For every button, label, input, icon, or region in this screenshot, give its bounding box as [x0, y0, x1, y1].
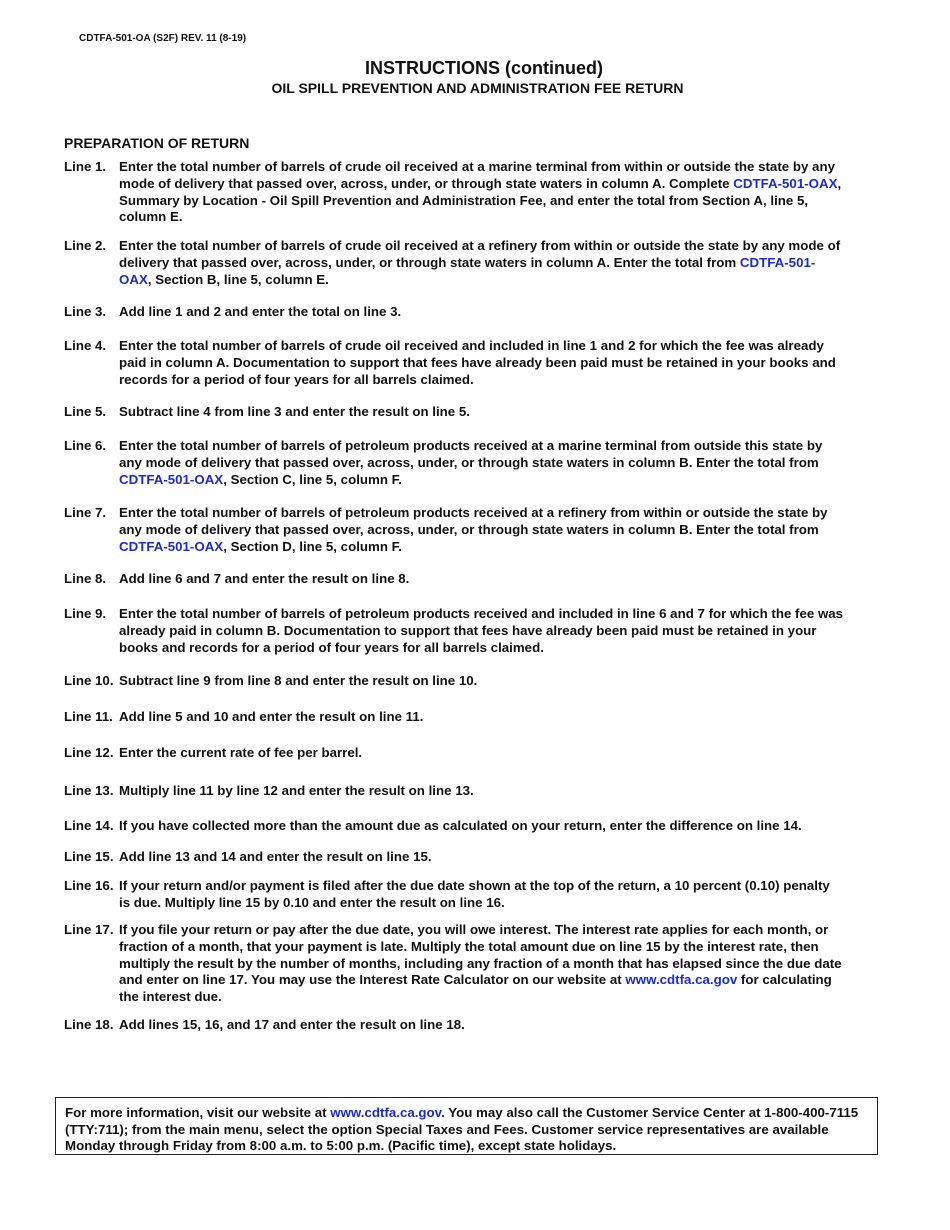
line-label: Line 2. — [64, 238, 107, 253]
line-text: Multiply line 11 by line 12 and enter the result on line 13. — [119, 783, 474, 798]
cdtfa-501-oax-link[interactable]: CDTFA-501-OAX — [119, 254, 816, 287]
line-label: Line 12. — [64, 745, 114, 760]
instruction-line-2 — [64, 238, 844, 288]
instruction-line-13 — [64, 783, 844, 800]
line-label: Line 1. — [64, 159, 107, 174]
line-text: Subtract line 9 from line 8 and enter the result on line 10. — [119, 673, 478, 688]
line-text: Enter the total number of barrels of petroleum products received and included in line 6 and 7 for which the fee was already paid in column B. Documentation to support that fees have already been paid must be retained in your books and records for a period of four years for all barrels claimed. — [119, 606, 844, 655]
line-text: Enter the total number of barrels of petroleum products received at a marine terminal from outside this state by any mode of delivery that passed over, across, under, or through state waters in column B. Enter the total from — [119, 438, 823, 470]
line-text: If you have collected more than the amount due as calculated on your return, enter the difference on line 14. — [119, 818, 802, 833]
line-label: Line 5. — [64, 404, 107, 419]
page-title: INSTRUCTIONS (continued) — [365, 58, 603, 78]
instruction-line-1 — [64, 159, 844, 226]
line-label: Line 14. — [64, 818, 114, 833]
line-text: Enter the total number of barrels of crude oil received at a marine terminal from within or outside the state by any mode of delivery that passed over, across, under, or through state waters in column A. Complete — [119, 159, 835, 191]
instruction-line-10 — [64, 673, 844, 690]
footer-text: For more information, visit our website at — [65, 1105, 331, 1120]
line-text: Add line 6 and 7 and enter the result on line 8. — [119, 571, 410, 586]
line-text: Enter the total number of barrels of petroleum products received at a refinery from within or outside the state by any mode of delivery that passed over, across, under, or through state waters in column B. Enter the total from — [119, 505, 828, 537]
instruction-line-5 — [64, 404, 844, 421]
instruction-line-8 — [64, 571, 844, 588]
line-label: Line 6. — [64, 438, 107, 453]
section-heading: PREPARATION OF RETURN — [64, 135, 250, 151]
footer-text-continued: You may also call the Customer Service Center at 1-800-400-7115 (TTY:711); from the main menu, select the option Special Taxes and Fees. Customer service representatives are available Monday through Friday from 8:00 a.m. to 5:00 p.m. (Pacific time), except state holidays. — [65, 1105, 859, 1153]
contact-info-box — [55, 1097, 878, 1155]
cdtfa-website-link[interactable]: www.cdtfa.ca.gov — [625, 972, 738, 988]
instruction-line-14 — [64, 818, 844, 835]
line-text: Subtract line 4 from line 3 and enter the result on line 5. — [119, 404, 470, 419]
line-label: Line 15. — [64, 849, 114, 864]
instruction-line-3 — [64, 304, 844, 321]
line-text-continued: , Section D, line 5, column F. — [223, 538, 402, 554]
instruction-line-12 — [64, 745, 844, 762]
line-label: Line 13. — [64, 783, 114, 798]
instruction-line-18 — [64, 1017, 844, 1034]
instruction-line-17 — [64, 922, 844, 1006]
line-label: Line 11. — [64, 709, 113, 724]
line-text: Enter the current rate of fee per barrel. — [119, 745, 363, 760]
line-label: Line 8. — [64, 571, 107, 586]
line-text: Enter the total number of barrels of crude oil received and included in line 1 and 2 for which the fee was already paid in column A. Documentation to support that fees have already been paid must be retained in your books and records for a period of four years for all barrels claimed. — [119, 338, 836, 387]
line-text-continued: , Summary by Location - Oil Spill Prevention and Administration Fee, and enter the total from Section A, line 5, column E. — [119, 175, 842, 225]
line-text: If your return and/or payment is filed after the due date shown at the top of the return, a 10 percent (0.10) penalty is due. Multiply line 15 by 0.10 and enter the result on line 16. — [119, 878, 830, 910]
cdtfa-501-oax-link[interactable]: CDTFA-501-OAX — [119, 471, 224, 487]
line-text: If you file your return or pay after the due date, you will owe interest. The interest rate applies for each month, or fraction of a month, that your payment is late. Multiply the total amount due on line 15 by the interest rate, then multiply the result by the number of months, including any fraction of a month that has elapsed since the due date and enter on line 17. You may use the Interest Rate Calculator on our website at — [119, 922, 842, 988]
line-label: Line 9. — [64, 606, 107, 621]
line-text: Enter the total number of barrels of crude oil received at a refinery from within or outside the state by any mode of delivery that passed over, across, under, or through state waters in column A. Enter the total from — [119, 238, 841, 270]
line-label: Line 17. — [64, 922, 114, 937]
cdtfa-501-oax-link[interactable]: CDTFA-501-OAX — [733, 175, 838, 191]
line-text-continued: , Section B, line 5, column E. — [147, 271, 329, 287]
line-text-continued: , Section C, line 5, column F. — [223, 471, 402, 487]
line-text-continued: for calculating the interest due. — [119, 972, 832, 1005]
line-label: Line 10. — [64, 673, 114, 688]
footer-website-link[interactable]: www.cdtfa.ca.gov. — [330, 1105, 445, 1120]
instruction-line-11 — [64, 709, 844, 726]
instruction-line-16 — [64, 878, 844, 912]
line-text: Add lines 15, 16, and 17 and enter the result on line 18. — [119, 1017, 465, 1032]
line-text: Add line 13 and 14 and enter the result on line 15. — [119, 849, 432, 864]
line-label: Line 7. — [64, 505, 107, 520]
instruction-line-9 — [64, 606, 844, 656]
line-text: Add line 1 and 2 and enter the total on line 3. — [119, 304, 402, 319]
form-id: CDTFA-501-OA (S2F) REV. 11 (8-19) — [79, 33, 247, 44]
page-subtitle: OIL SPILL PREVENTION AND ADMINISTRATION FEE RETURN — [271, 80, 684, 96]
instruction-line-6 — [64, 438, 844, 488]
line-label: Line 18. — [64, 1017, 114, 1032]
cdtfa-501-oax-link[interactable]: CDTFA-501-OAX — [119, 538, 224, 554]
instruction-line-15 — [64, 849, 844, 866]
instruction-line-7 — [64, 505, 844, 555]
line-label: Line 4. — [64, 338, 107, 353]
line-label: Line 16. — [64, 878, 114, 893]
line-label: Line 3. — [64, 304, 107, 319]
instruction-line-4 — [64, 338, 844, 388]
line-text: Add line 5 and 10 and enter the result on line 11. — [119, 709, 424, 724]
